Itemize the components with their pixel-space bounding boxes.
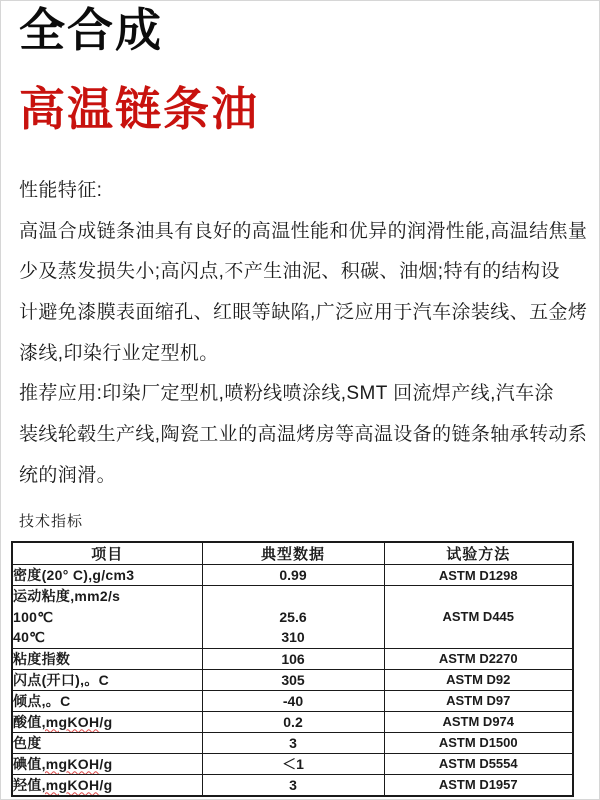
spec-method: ASTM D1500 — [384, 732, 573, 753]
spec-value: 305 — [202, 669, 384, 690]
performance-line: 少及蒸发损失小;高闪点,不产生油泥、积碳、油烟;特有的结构设 — [19, 261, 560, 283]
specs-section-label: 技术指标 — [19, 513, 84, 530]
product-series-title: 全合成 — [19, 4, 163, 56]
spec-item-text: /g — [99, 776, 113, 793]
body-text — [19, 171, 593, 497]
spec-item-spellcheck-underline: ,mgKOH — [41, 713, 100, 730]
column-header-item: 项目 — [12, 542, 202, 565]
spec-item-line: 40℃ — [13, 629, 46, 645]
spec-item-spellcheck-underline: ,mgKOH — [41, 776, 100, 793]
spec-method: ASTM D1298 — [384, 565, 573, 586]
application-line: 统的润滑。 — [19, 464, 117, 486]
spec-value: 3 — [202, 774, 384, 796]
spec-item — [12, 711, 202, 732]
table-row-hydroxyl-value — [12, 774, 573, 796]
spec-item-spellcheck-underline: ,mgKOH — [41, 755, 100, 772]
specs-header-row — [12, 542, 573, 565]
application-line: 推荐应用:印染厂定型机,喷粉线喷涂线,SMT 回流焊产线,汽车涂 — [19, 383, 554, 405]
column-header-typical-data: 典型数据 — [202, 542, 384, 565]
spec-item-text: 碘值 — [13, 755, 42, 772]
spec-method: ASTM D1957 — [384, 774, 573, 796]
table-row-flash-point — [12, 669, 573, 690]
spec-item-text: 羟值 — [13, 776, 42, 793]
spec-value-line: 25.6 — [279, 608, 307, 625]
spec-item-text: /g — [99, 755, 113, 772]
spec-method: ASTM D5554 — [384, 753, 573, 774]
column-header-test-method: 试验方法 — [384, 542, 573, 565]
spec-value-line: 310 — [281, 629, 305, 645]
spec-item: 倾点,。C — [12, 690, 202, 711]
spec-value: -40 — [202, 690, 384, 711]
spec-item — [12, 774, 202, 796]
spec-item — [12, 586, 202, 649]
table-row-color — [12, 732, 573, 753]
spec-item-line: 100℃ — [13, 608, 54, 625]
spec-value: 0.99 — [202, 565, 384, 586]
specs-table — [11, 541, 574, 797]
table-row-iodine-value — [12, 753, 573, 774]
performance-line: 漆线,印染行业定型机。 — [19, 342, 219, 364]
performance-line: 高温合成链条油具有良好的高温性能和优异的润滑性能,高温结焦量 — [19, 220, 588, 242]
spec-item-text: 酸值 — [13, 713, 42, 730]
spec-item: 闪点(开口),。C — [12, 669, 202, 690]
spec-value: 106 — [202, 648, 384, 669]
spec-item — [12, 753, 202, 774]
spec-item-text: /g — [99, 713, 113, 730]
spec-item: 色度 — [12, 732, 202, 753]
spec-value — [202, 586, 384, 649]
spec-value: ＜1 — [202, 753, 384, 774]
spec-method: ASTM D97 — [384, 690, 573, 711]
spec-value-line — [203, 586, 384, 607]
spec-item: 粘度指数 — [12, 648, 202, 669]
table-row-viscosity — [12, 586, 573, 649]
table-row-viscosity-index — [12, 648, 573, 669]
product-name-title: 高温链条油 — [19, 83, 259, 135]
spec-method: ASTM D92 — [384, 669, 573, 690]
application-line: 装线轮毂生产线,陶瓷工业的高温烤房等高温设备的链条轴承转动系 — [19, 424, 588, 446]
performance-heading: 性能特征: — [19, 180, 103, 201]
performance-line: 计避免漆膜表面缩孔、红眼等缺陷,广泛应用于汽车涂装线、五金烤 — [19, 302, 588, 324]
table-row-density — [12, 565, 573, 586]
spec-method: ASTM D445 — [384, 586, 573, 649]
spec-item: 密度(20° C),g/cm3 — [12, 565, 202, 586]
spec-method: ASTM D974 — [384, 711, 573, 732]
spec-item-line: 运动粘度,mm2/s — [13, 588, 121, 604]
spec-method: ASTM D2270 — [384, 648, 573, 669]
table-row-acid-value — [12, 711, 573, 732]
spec-value: 3 — [202, 732, 384, 753]
table-row-pour-point — [12, 690, 573, 711]
spec-value: 0.2 — [202, 711, 384, 732]
